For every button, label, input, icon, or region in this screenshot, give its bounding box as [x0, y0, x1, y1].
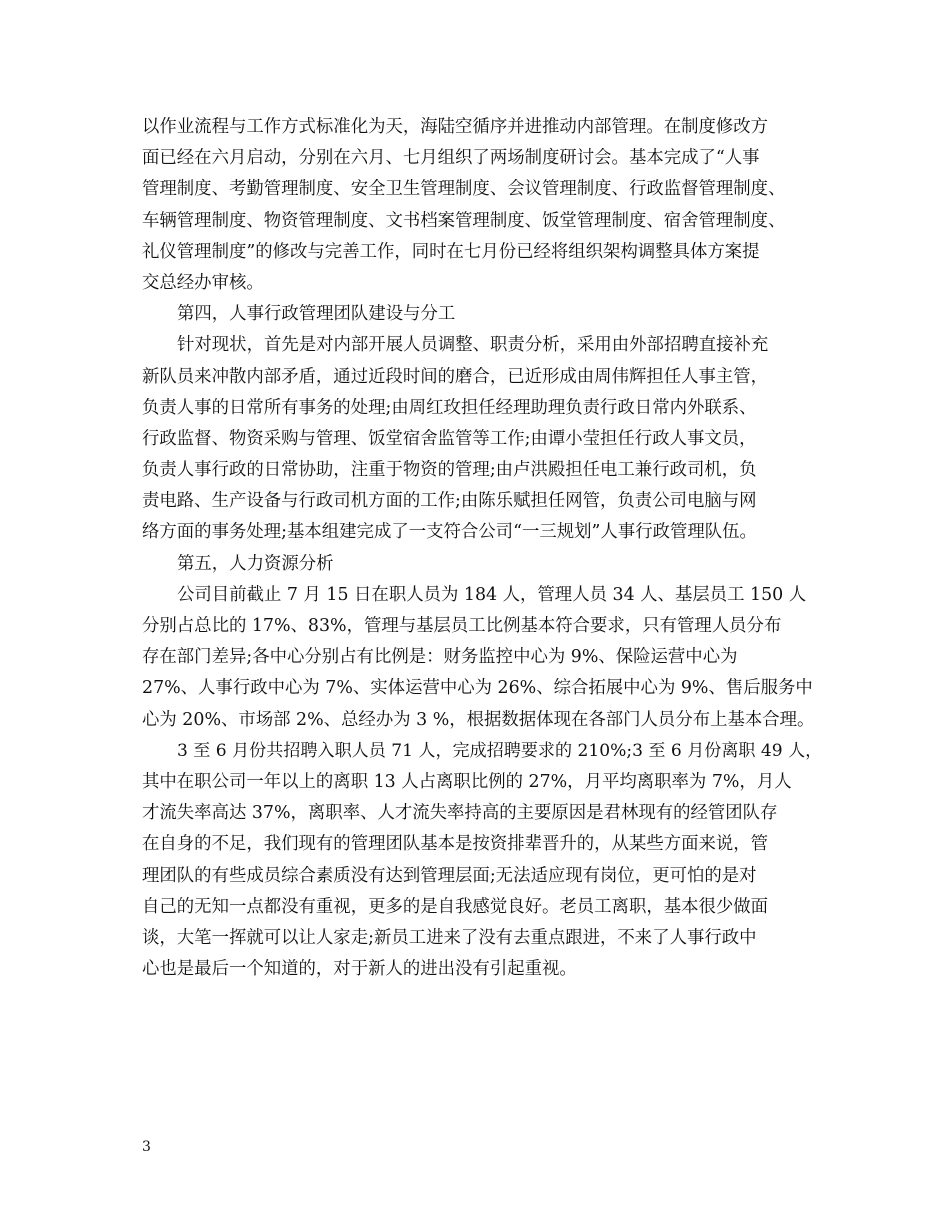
body-text	[142, 112, 822, 985]
text-line: 针对现状，首先是对内部开展人员调整、职责分析，采用由外部招聘直接补充	[177, 335, 769, 356]
text-line: 以作业流程与工作方式标准化为天，海陆空循序并进推动内部管理。在制度修改方	[142, 117, 769, 137]
text-line: 自己的无知一点都没有重视，更多的是自我感觉良好。老员工离职，基本很少做面	[142, 896, 769, 917]
text-line: 3 至 6 月份共招聘入职人员 71 人，完成招聘要求的 210%;3 至 6 月份离职 49 人，	[177, 740, 823, 761]
text-line: 负责人事的日常所有事务的处理;由周红玫担任经理助理负责行政日常内外联系、	[142, 397, 757, 418]
text-line: 礼仪管理制度”的修改与完善工作，同时在七月份已经将组织架构调整具体方案提	[142, 241, 760, 262]
text-line: 在自身的不足，我们现有的管理团队基本是按资排辈晋升的，从某些方面来说，管	[142, 834, 769, 855]
text-line: 谈，大笔一挥就可以让人家走;新员工进来了没有去重点跟进，不来了人事行政中	[142, 927, 757, 948]
text-line: 存在部门差异;各中心分别占有比例是：财务监控中心为 9%、保险运营中心为	[142, 647, 738, 668]
text-line: 责电路、生产设备与行政司机方面的工作;由陈乐赋担任网管，负责公司电脑与网	[142, 491, 757, 512]
page-number: 3	[142, 1139, 151, 1155]
text-line: 理团队的有些成员综合素质没有达到管理层面;无法适应现有岗位，更可怕的是对	[142, 865, 757, 886]
text-line: 管理制度、考勤管理制度、安全卫生管理制度、会议管理制度、行政监督管理制度、	[142, 179, 786, 200]
text-line: 车辆管理制度、物资管理制度、文书档案管理制度、饭堂管理制度、宿舍管理制度、	[142, 210, 786, 231]
text-line: 新队员来冲散内部矛盾，通过近段时间的磨合，已近形成由周伟辉担任人事主管，	[142, 366, 769, 387]
text-line: 心也是最后一个知道的，对于新人的进出没有引起重视。	[142, 959, 577, 980]
text-line: 行政监督、物资采购与管理、饭堂宿舍监管等工作;由谭小莹担任行政人事文员，	[142, 428, 757, 449]
text-line: 第四，人事行政管理团队建设与分工	[177, 304, 456, 325]
text-line: 才流失率高达 37%，离职率、人才流失率持高的主要原因是君林现有的经管团队存	[142, 803, 778, 824]
text-line: 其中在职公司一年以上的离职 13 人占离职比例的 27%，月平均离职率为 7%，月人	[142, 771, 792, 792]
text-line: 络方面的事务处理;基本组建完成了一支符合公司“一三规划”人事行政管理队伍。	[142, 522, 757, 543]
text-line: 交总经办审核。	[142, 272, 264, 293]
text-line: 心为 20%、市场部 2%、总经办为 3 %，根据数据体现在各部门人员分布上基本合理。	[142, 709, 815, 730]
text-line: 第五，人力资源分析	[177, 553, 334, 574]
text-line: 面已经在六月启动，分别在六月、七月组织了两场制度研讨会。基本完成了“人事	[142, 148, 760, 169]
text-line: 分别占总比的 17%、83%，管理与基层员工比例基本符合要求，只有管理人员分布	[142, 616, 782, 636]
text-line: 公司目前截止 7 月 15 日在职人员为 184 人，管理人员 34 人、基层员工 150 人	[177, 584, 807, 605]
text-line: 负责人事行政的日常协助，注重于物资的管理;由卢洪殿担任电工兼行政司机，负	[142, 460, 757, 481]
text-line: 27%、人事行政中心为 7%、实体运营中心为 26%、综合拓展中心为 9%、售后服务中	[142, 678, 813, 699]
